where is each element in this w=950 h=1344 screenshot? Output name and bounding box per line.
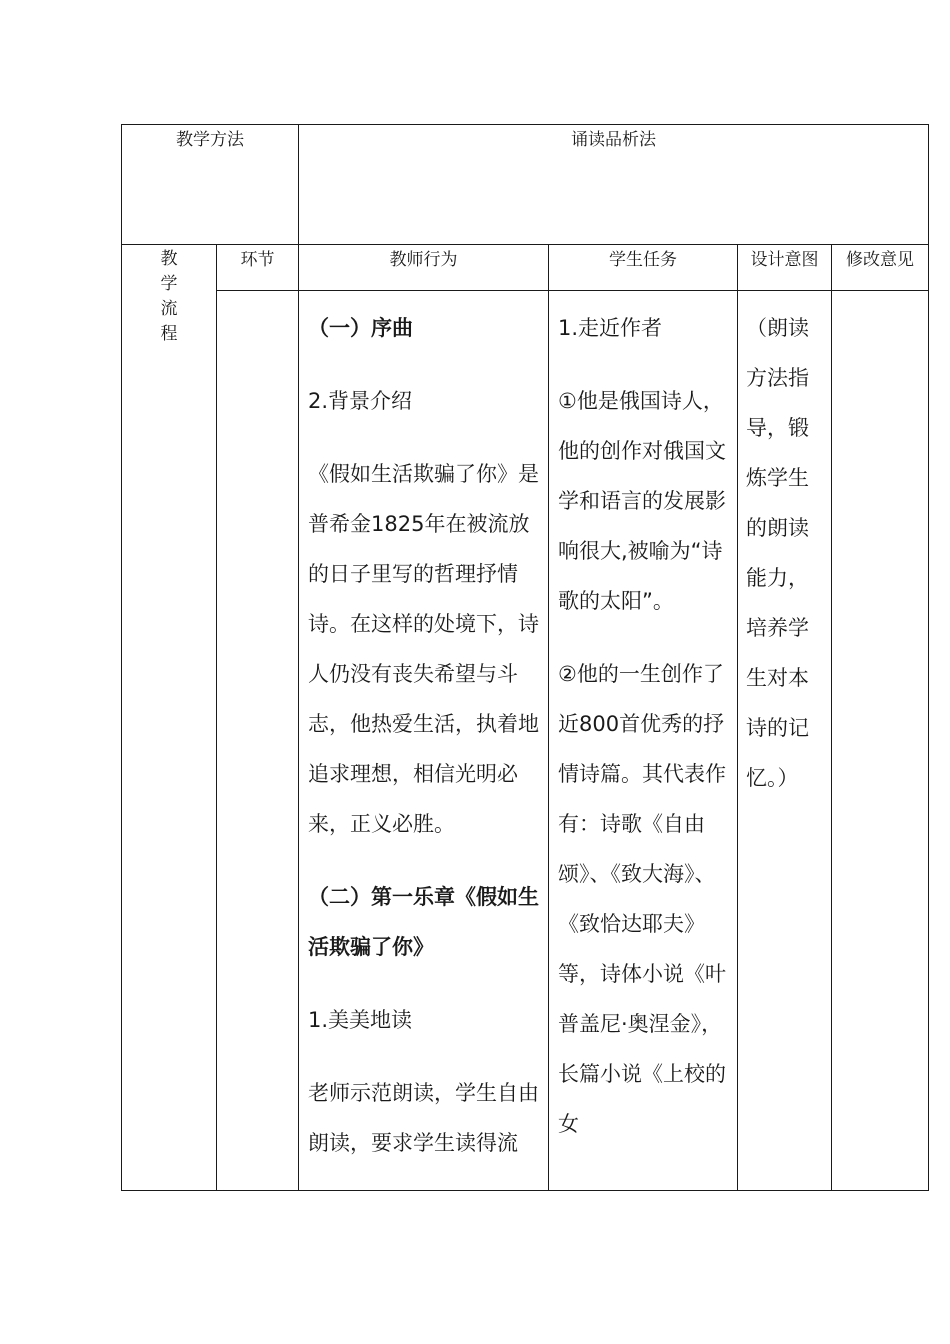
- teaching-flow-label: [122, 245, 217, 1191]
- design-intent-cell: [738, 291, 832, 1191]
- design-intent-text: （朗读方法指导，锻炼学生的朗读能力，培养学生对本诗的记忆。）: [746, 316, 809, 790]
- teacher-header: 教师行为: [299, 245, 549, 291]
- stage-header: 环节: [217, 245, 299, 291]
- background-heading: 2.背景介绍: [308, 389, 413, 413]
- flow-char: 流: [160, 299, 178, 319]
- reading-paragraph: 老师示范朗读，学生自由朗读，要求学生读得流: [308, 1081, 539, 1155]
- revision-header: 修改意见: [832, 245, 929, 291]
- author-point-2: ②他的一生创作了近800首优秀的抒情诗篇。其代表作有：诗歌《自由颂》、《致大海》、《致恰达耶夫》等，诗体小说《叶普盖尼·奥涅金》，长篇小说《上校的女: [558, 662, 726, 1136]
- reading-heading: 1.美美地读: [308, 1008, 413, 1032]
- intent-header: 设计意图: [738, 245, 832, 291]
- column-header-row: [122, 245, 929, 291]
- lesson-content-row: [122, 291, 929, 1191]
- author-heading: 1.走近作者: [558, 316, 663, 340]
- flow-char: 程: [160, 324, 178, 344]
- teaching-method-value: 诵读品析法: [299, 125, 929, 245]
- flow-char: 教: [160, 249, 178, 269]
- flow-char: 学: [160, 274, 178, 294]
- stage-cell: [217, 291, 299, 1191]
- teaching-method-label: 教学方法: [122, 125, 299, 245]
- section-heading-prelude: （一）序曲: [308, 316, 413, 340]
- author-point-1: ①他是俄国诗人，他的创作对俄国文学和语言的发展影响很大,被喻为“诗歌的太阳”。: [558, 389, 726, 613]
- student-tasks-cell: [549, 291, 738, 1191]
- lesson-plan-table: [121, 124, 929, 1191]
- revision-cell: [832, 291, 929, 1191]
- background-paragraph: 《假如生活欺骗了你》是普希金1825年在被流放的日子里写的哲理抒情诗。在这样的处境下，诗人仍没有丧失希望与斗志，他热爱生活，执着地追求理想，相信光明必来，正义必胜。: [308, 462, 539, 836]
- teaching-method-row: [122, 125, 929, 245]
- section-heading-first-movement: （二）第一乐章《假如生活欺骗了你》: [308, 885, 539, 959]
- student-header: 学生任务: [549, 245, 738, 291]
- teacher-actions-cell: [299, 291, 549, 1191]
